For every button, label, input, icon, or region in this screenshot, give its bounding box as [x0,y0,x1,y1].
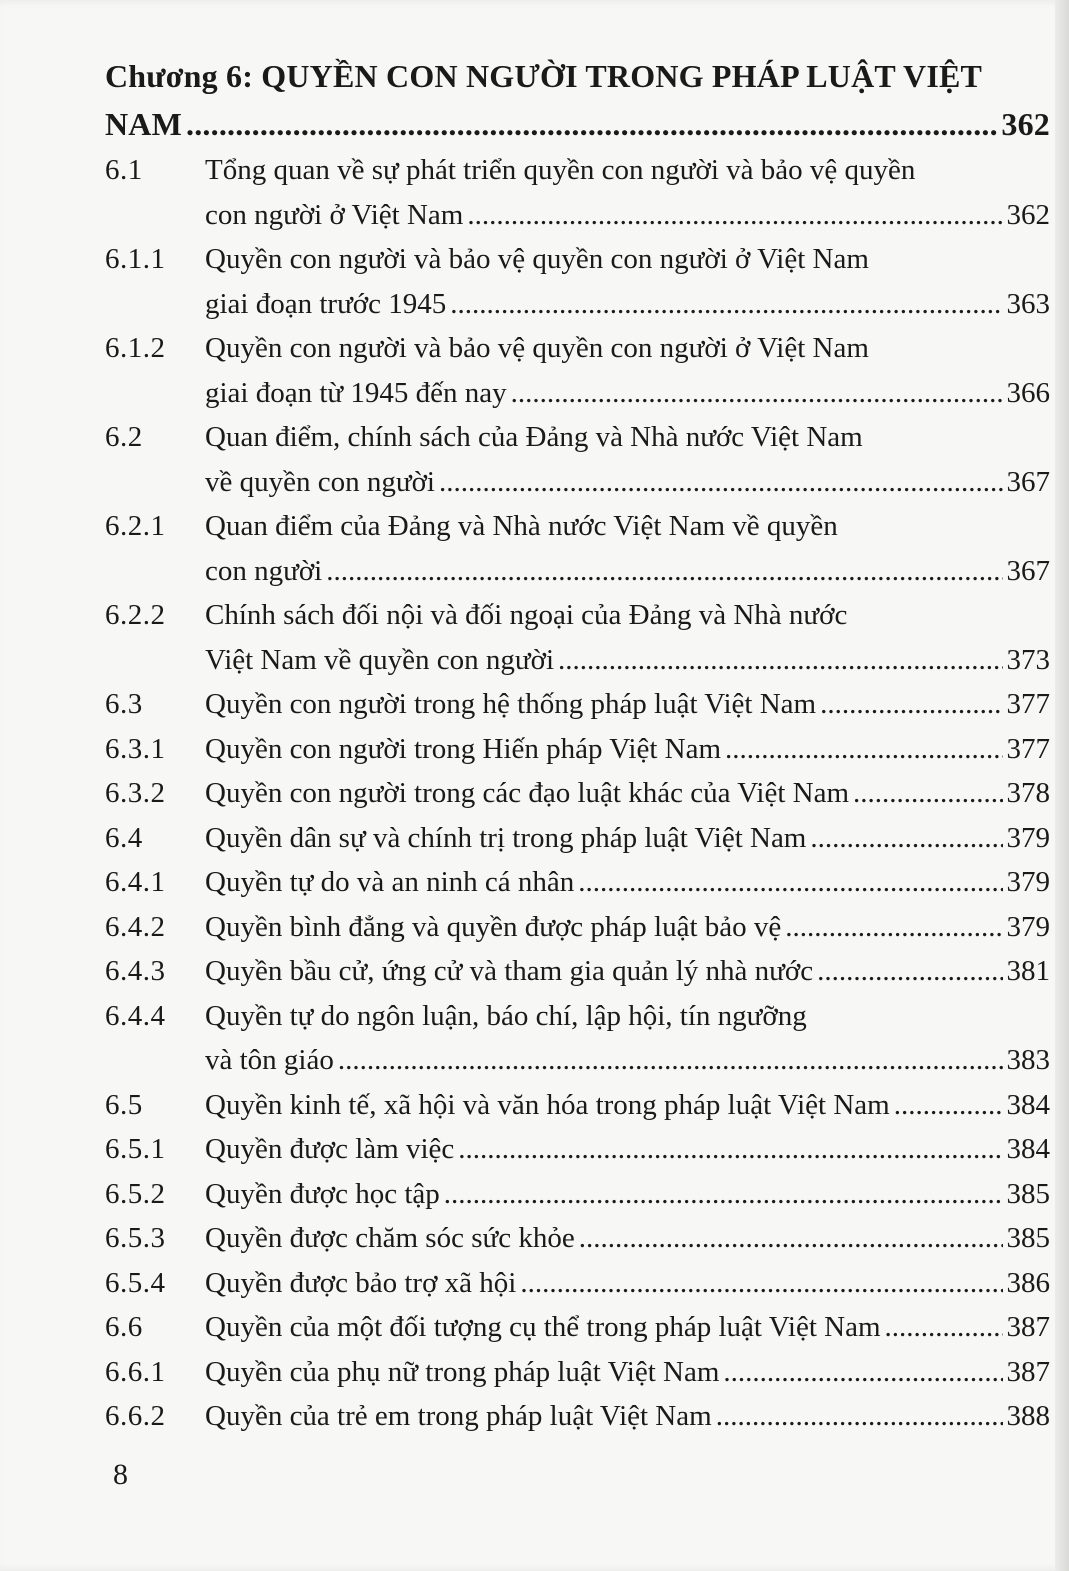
toc-entry-page-number: 379 [1006,821,1050,854]
toc-entry-leader-line [205,1305,1050,1350]
toc-entry-number: 6.1.1 [105,243,166,275]
toc-entry-title: Quyền con người trong hệ thống pháp luật Việt Nam [205,688,817,720]
toc-entry-leader-line [205,193,1050,238]
toc-entry-page-number: 367 [1006,465,1050,498]
toc-entry-number: 6.4.3 [105,955,166,987]
toc-entry-leader-line [205,460,1050,505]
toc-entry-number: 6.2.1 [105,510,166,542]
toc-entry-body [205,148,1050,237]
toc-entry-page-number: 363 [1006,287,1050,320]
toc-entry-title: Quyền kinh tế, xã hội và văn hóa trong pháp luật Việt Nam [205,1088,890,1121]
toc-entry-title: Quyền tự do và an ninh cá nhân [205,866,575,898]
toc-entry-title: Quyền bình đẳng và quyền được pháp luật bảo vệ [205,910,782,943]
toc-entry-page-number: 377 [1006,688,1050,720]
page-edge [1055,0,1069,1571]
toc-entry-title: Quyền được học tập [205,1177,440,1210]
toc-entry-number: 6.4 [105,821,143,854]
toc-entry [105,237,1050,326]
dot-leader [725,727,1002,772]
toc-entry-page-number: 373 [1006,643,1050,676]
chapter-title-line-1: Chương 6: QUYỀN CON NGƯỜI TRONG PHÁP LUẬT VIỆT [105,58,983,94]
toc-entry-title: Quyền được bảo trợ xã hội [205,1266,517,1299]
toc-entry-body [205,905,1050,950]
dot-leader [444,1172,1003,1217]
toc-entry-body [205,771,1050,816]
toc-entry-body [205,1261,1050,1306]
toc-entry-title: Quyền bầu cử, ứng cử và tham gia quản lý nhà nước [205,955,814,987]
toc-entry [105,860,1050,905]
toc-entry-leader-line [205,549,1050,594]
dot-leader [439,460,1003,505]
dot-leader [511,371,1003,416]
chapter-page-number: 362 [1001,106,1050,142]
toc-entry-body [205,682,1050,727]
chapter-title-line-2 [105,100,1050,148]
toc-entry [105,1127,1050,1172]
toc-entry-body [205,1172,1050,1217]
toc-entry-number: 6.6.2 [105,1400,166,1432]
toc-entry-number: 6.1.2 [105,332,166,364]
toc-entry-body [205,415,1050,504]
toc-entry-title: và tôn giáo [205,1044,334,1076]
toc-entry-title: Quyền được chăm sóc sức khỏe [205,1222,575,1254]
dot-leader [520,1261,1002,1306]
toc-entry-page-number: 385 [1006,1222,1050,1254]
toc-entry [105,1261,1050,1306]
toc-entry-leader-line [205,371,1050,416]
toc-entry-page-number: 388 [1006,1400,1050,1432]
toc-entry-leader-line [205,1083,1050,1128]
toc-entry-leader-line [205,638,1050,683]
toc-entry-page-number: 381 [1006,955,1050,987]
toc-entry-body [205,1216,1050,1261]
toc-entry-page-number: 377 [1006,732,1050,765]
toc-entry-page-number: 379 [1006,910,1050,943]
toc-entry [105,816,1050,861]
toc-entry [105,1305,1050,1350]
dot-leader [338,1038,1003,1083]
toc-entry [105,994,1050,1083]
toc-entry-number: 6.5.2 [105,1177,166,1210]
toc-entry-page-number: 386 [1006,1266,1050,1299]
toc-entry [105,1350,1050,1395]
toc-entry-body [205,1394,1050,1439]
toc-entry-title-line: Quyền tự do ngôn luận, báo chí, lập hội, tín ngưỡng [205,999,807,1032]
toc-entry [105,1083,1050,1128]
toc-entry [105,1172,1050,1217]
toc-entry [105,148,1050,237]
toc-entry [105,415,1050,504]
toc-entry-leader-line [205,1394,1050,1439]
toc-entry-page-number: 366 [1006,376,1050,409]
toc-entry-number: 6.3.1 [105,732,166,765]
toc-entry-leader-line [205,1038,1050,1083]
toc-entry-title: giai đoạn từ 1945 đến nay [205,376,507,409]
toc-entry-number: 6.4.1 [105,866,166,898]
toc-entry-leader-line [205,771,1050,816]
toc-entry-number: 6.5.1 [105,1133,166,1165]
toc-entry-leader-line [205,1127,1050,1172]
toc-entry-title: Quyền dân sự và chính trị trong pháp luật Việt Nam [205,821,807,854]
toc-entry [105,326,1050,415]
table-of-contents [105,52,1050,1439]
toc-entry-leader-line [205,282,1050,327]
chapter-heading [105,52,1050,148]
toc-entry-title-line: Quyền con người và bảo vệ quyền con người ở Việt Nam [205,243,869,275]
toc-entry-body [205,593,1050,682]
toc-entry-title: Quyền của một đối tượng cụ thể trong pháp luật Việt Nam [205,1311,881,1343]
toc-entry [105,1394,1050,1439]
toc-entry-body [205,504,1050,593]
toc-entry-page-number: 379 [1006,866,1050,898]
toc-entry-title: Quyền của phụ nữ trong pháp luật Việt Nam [205,1355,720,1388]
toc-entry-title: Việt Nam về quyền con người [205,643,555,676]
toc-entry-leader-line [205,1216,1050,1261]
toc-entry [105,1216,1050,1261]
dot-leader [894,1083,1003,1128]
toc-entry-title-line: Chính sách đối nội và đối ngoại của Đảng và Nhà nước [205,599,848,631]
toc-entry-number: 6.4.4 [105,999,166,1032]
dot-leader [326,549,1002,594]
dot-leader [810,816,1002,861]
toc-entry [105,593,1050,682]
dot-leader [467,193,1002,238]
toc-entry-number: 6.6.1 [105,1355,166,1388]
toc-entry-body [205,237,1050,326]
toc-entry-page-number: 383 [1006,1044,1050,1076]
toc-entry-leader-line [205,1350,1050,1395]
dot-leader [458,1127,1002,1172]
toc-entry-leader-line [205,682,1050,727]
toc-entry-body [205,949,1050,994]
toc-entry-body [205,994,1050,1083]
toc-entry-title: giai đoạn trước 1945 [205,287,447,320]
toc-entry-page-number: 384 [1006,1088,1050,1121]
toc-entry-title-line: Quyền con người và bảo vệ quyền con người ở Việt Nam [205,332,869,364]
toc-entry-title: Quyền con người trong Hiến pháp Việt Nam [205,732,722,765]
toc-entry-leader-line [205,949,1050,994]
dot-leader [820,682,1002,727]
toc-entry-body [205,326,1050,415]
dot-leader [558,638,1002,683]
chapter-title-continuation: NAM [105,106,183,142]
dot-leader [716,1394,1003,1439]
toc-entry-title: Quyền con người trong các đạo luật khác của Việt Nam [205,777,850,809]
dot-leader [785,905,1002,950]
toc-entry-number: 6.4.2 [105,910,166,943]
toc-entry-leader-line [205,816,1050,861]
toc-entries [105,148,1050,1439]
toc-entry-page-number: 387 [1006,1311,1050,1343]
toc-entry-number: 6.2.2 [105,599,166,631]
toc-entry-title: về quyền con người [205,465,435,498]
toc-entry-number: 6.5.4 [105,1266,166,1299]
toc-entry-title: Quyền của trẻ em trong pháp luật Việt Nam [205,1400,712,1432]
toc-entry-body [205,860,1050,905]
toc-entry [105,682,1050,727]
toc-entry-title: Quyền được làm việc [205,1133,455,1165]
toc-entry-title-line: Quan điểm của Đảng và Nhà nước Việt Nam về quyền [205,510,838,542]
dot-leader [853,771,1002,816]
toc-entry-title-line: Tổng quan về sự phát triển quyền con người và bảo vệ quyền [205,154,916,186]
toc-entry-body [205,727,1050,772]
toc-entry-leader-line [205,860,1050,905]
toc-entry-page-number: 362 [1006,198,1050,231]
toc-entry-title: con người ở Việt Nam [205,198,464,231]
dot-leader [186,100,997,148]
dot-leader [885,1305,1003,1350]
toc-entry-leader-line [205,1261,1050,1306]
toc-entry-number: 6.2 [105,421,143,453]
toc-entry-body [205,1305,1050,1350]
toc-entry-leader-line [205,905,1050,950]
toc-entry-number: 6.5 [105,1088,143,1121]
toc-entry-body [205,1083,1050,1128]
toc-entry [105,727,1050,772]
toc-entry-page-number: 384 [1006,1133,1050,1165]
toc-entry-body [205,816,1050,861]
toc-entry [105,771,1050,816]
toc-entry-number: 6.6 [105,1311,143,1343]
dot-leader [450,282,1002,327]
toc-entry-leader-line [205,1172,1050,1217]
toc-entry-body [205,1350,1050,1395]
toc-entry-leader-line [205,727,1050,772]
toc-entry-number: 6.3 [105,688,143,720]
toc-entry-page-number: 385 [1006,1177,1050,1210]
toc-entry [105,905,1050,950]
toc-entry-number: 6.1 [105,154,143,186]
toc-entry-page-number: 387 [1006,1355,1050,1388]
toc-entry-title-line: Quan điểm, chính sách của Đảng và Nhà nước Việt Nam [205,421,863,453]
toc-entry-body [205,1127,1050,1172]
toc-entry [105,504,1050,593]
toc-entry [105,949,1050,994]
toc-entry-page-number: 367 [1006,554,1050,587]
toc-entry-title: con người [205,554,323,587]
toc-entry-number: 6.3.2 [105,777,166,809]
dot-leader [817,949,1002,994]
dot-leader [579,1216,1003,1261]
page-footer-number: 8 [113,1458,128,1491]
dot-leader [578,860,1002,905]
toc-entry-number: 6.5.3 [105,1222,166,1254]
toc-entry-page-number: 378 [1006,777,1050,809]
dot-leader [723,1350,1002,1395]
